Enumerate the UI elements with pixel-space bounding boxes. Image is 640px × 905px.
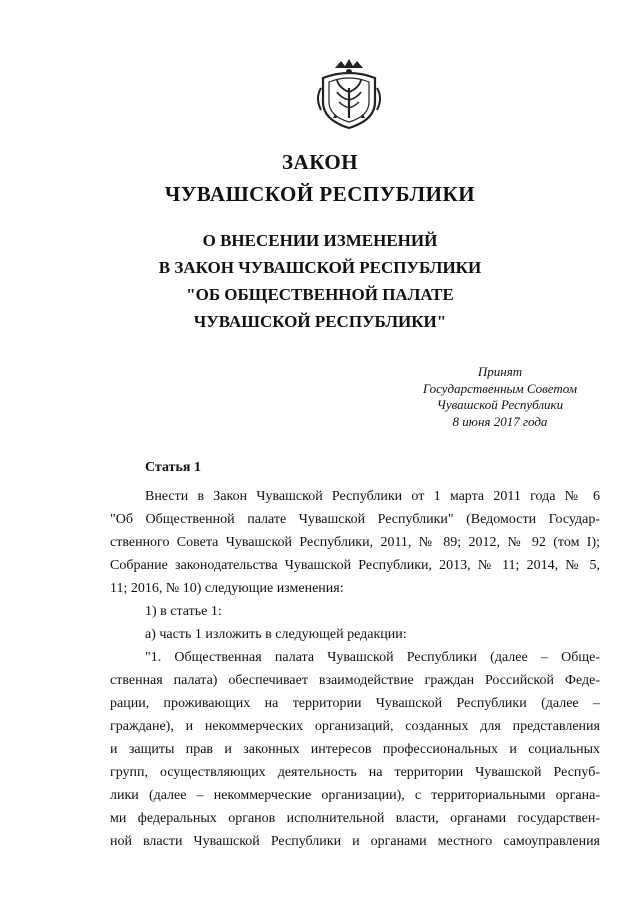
adoption-note-line: Принят — [477, 364, 523, 379]
law-title-line-2: ЧУВАШСКОЙ РЕСПУБЛИКИ — [164, 182, 476, 206]
law-subject-line-2: В ЗАКОН ЧУВАШСКОЙ РЕСПУБЛИКИ — [158, 258, 482, 277]
body-line: ми федеральных органов исполнительной власти, органами государствен- — [110, 811, 600, 826]
body-line: ной власти Чувашской Республики и органами местного самоуправления — [110, 834, 600, 849]
adoption-note — [400, 364, 600, 430]
chuvash-coat-of-arms-icon — [315, 58, 383, 130]
body-line: ственная палата) обеспечивает взаимодействие граждан Российской Феде- — [110, 673, 600, 688]
body-line: групп, осуществляющих деятельность на территории Чувашской Респуб- — [110, 765, 600, 780]
law-title-line-1: ЗАКОН — [281, 150, 359, 174]
body-line: а) часть 1 изложить в следующей редакции: — [145, 627, 407, 642]
body-line: рации, проживающих на территории Чувашской Республики (далее – — [110, 696, 600, 711]
law-subject — [0, 227, 640, 335]
body-line: Собрание законодательства Чувашской Республики, 2013, № 11; 2014, № 5, — [110, 558, 600, 573]
body-line: "Об Общественной палате Чувашской Республики" (Ведомости Государ- — [110, 512, 600, 527]
adoption-note-line: Государственным Советом — [422, 380, 578, 396]
article-heading: Статья 1 — [145, 460, 201, 475]
body-line: ственного Совета Чувашской Республики, 2011, № 89; 2012, № 92 (том I); — [110, 535, 600, 550]
body-line: Внести в Закон Чувашской Республики от 1 марта 2011 года № 6 — [145, 489, 600, 504]
adoption-note-date: 8 июня 2017 года — [452, 413, 548, 429]
law-subject-line-3: "ОБ ОБЩЕСТВЕННОЙ ПАЛАТЕ — [186, 285, 454, 304]
law-subject-line-4: ЧУВАШСКОЙ РЕСПУБЛИКИ" — [193, 312, 447, 331]
body-line: "1. Общественная палата Чувашской Республики (далее – Обще- — [145, 650, 600, 665]
adoption-note-line: Чувашской Республики — [436, 397, 564, 412]
body-line: и защиты прав и законных интересов профессиональных и социальных — [110, 742, 600, 757]
body-line: 1) в статье 1: — [145, 604, 222, 619]
body-line: лики (далее – некоммерческие организации), с территориальными органа- — [110, 788, 600, 803]
law-title — [0, 146, 640, 210]
body-line: граждане), и некоммерческих организаций, созданных для представления — [110, 719, 600, 734]
body-line: 11; 2016, № 10) следующие изменения: — [110, 581, 344, 596]
law-subject-line-1: О ВНЕСЕНИИ ИЗМЕНЕНИЙ — [202, 231, 438, 250]
article-body — [110, 485, 600, 853]
